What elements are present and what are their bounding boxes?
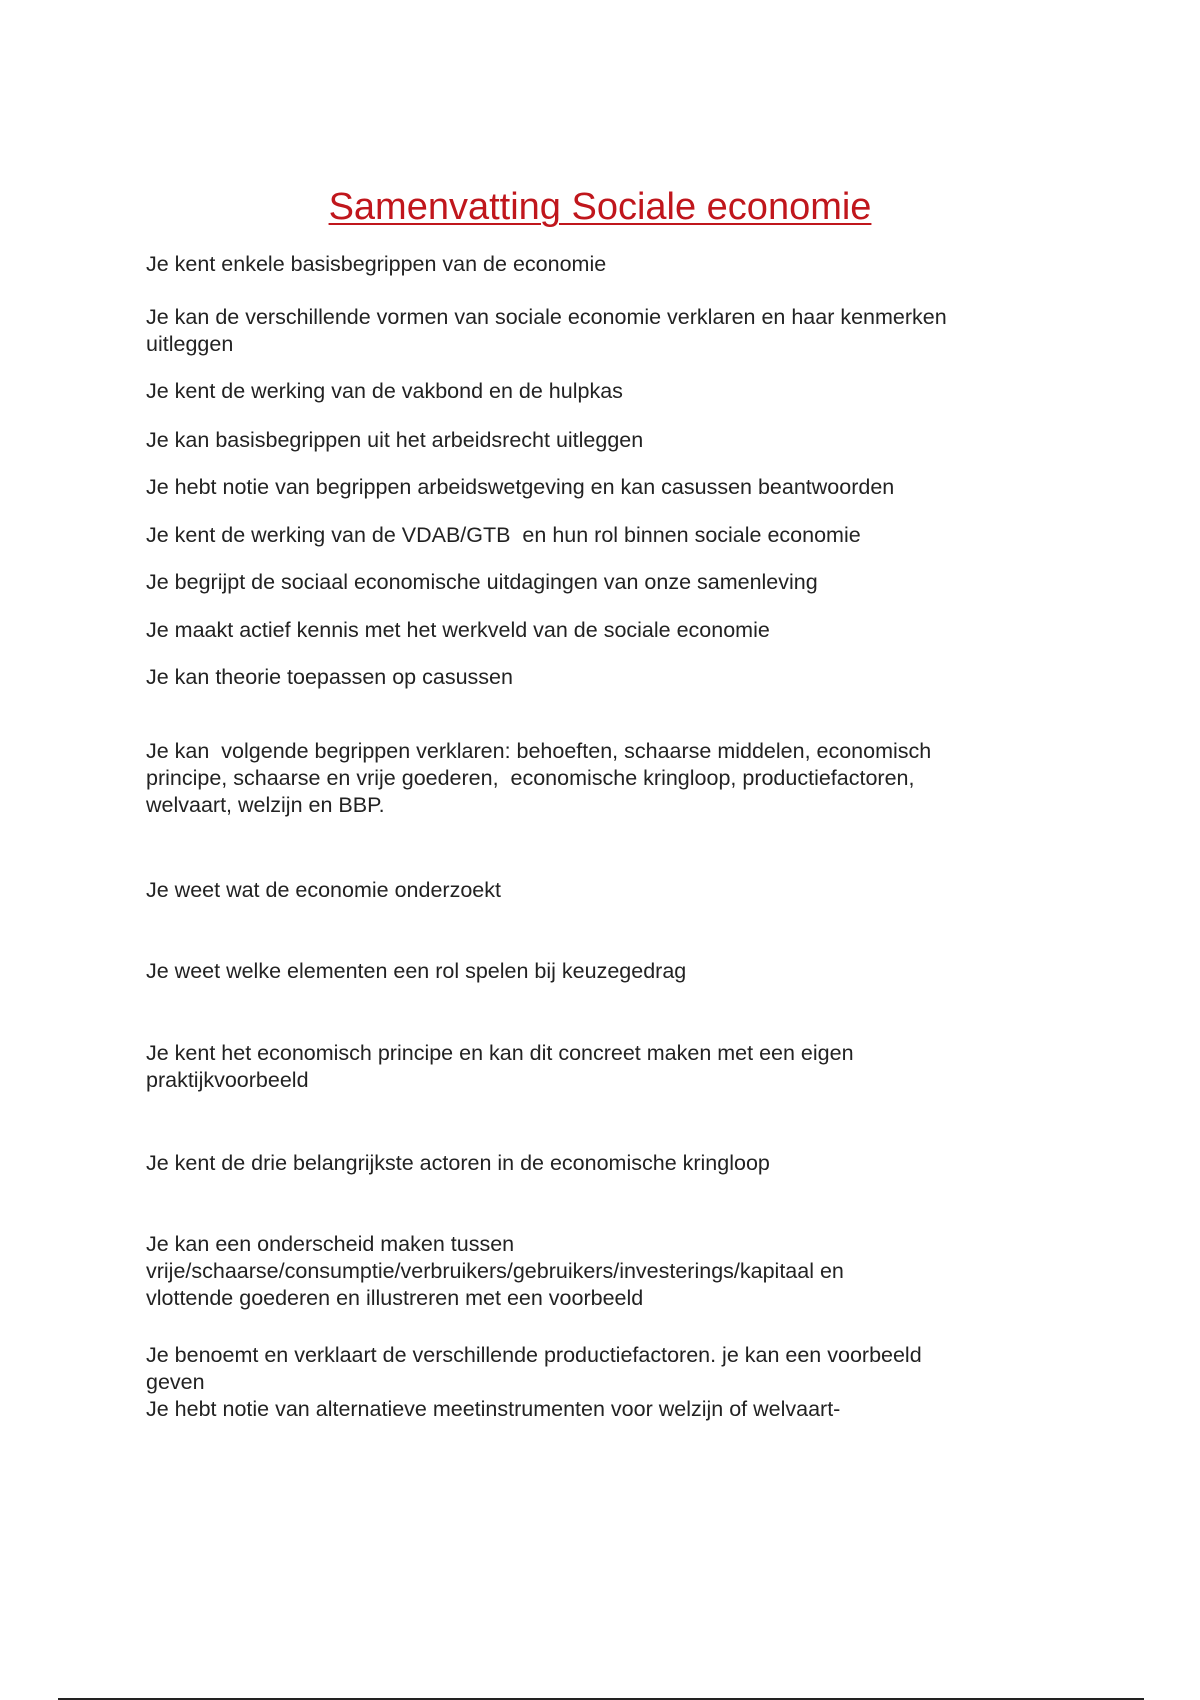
list-item: Je kan theorie toepassen op casussen xyxy=(146,665,513,689)
list-item: Je kent de werking van de vakbond en de hulpkas xyxy=(146,379,623,403)
list-item: Je kent de werking van de VDAB/GTB en hun rol binnen sociale economie xyxy=(146,523,861,547)
list-item: Je hebt notie van begrippen arbeidswetgeving en kan casussen beantwoorden xyxy=(146,475,895,499)
list-item: Je kan een onderscheid maken tussen vrije/schaarse/consumptie/verbruikers/gebruikers/investerings/kapitaal en vlottende goederen en illustreren met een voorbeeld xyxy=(146,1232,844,1310)
list-item: Je kent enkele basisbegrippen van de economie xyxy=(146,252,607,276)
list-item: Je kent het economisch principe en kan dit concreet maken met een eigen praktijkvoorbeeld xyxy=(146,1041,854,1092)
list-item: Je benoemt en verklaart de verschillende productiefactoren. je kan een voorbeeld geven Je hebt notie van alternatieve meetinstrumenten voor welzijn of welvaart- xyxy=(146,1343,922,1421)
list-item: Je maakt actief kennis met het werkveld van de sociale economie xyxy=(146,618,770,642)
page-title: Samenvatting Sociale economie xyxy=(328,186,872,228)
list-item: Je kan volgende begrippen verklaren: behoeften, schaarse middelen, economisch principe, schaarse en vrije goederen, economische kringloop, productiefactoren, welvaart, welzijn en BBP. xyxy=(146,739,932,817)
list-item: Je begrijpt de sociaal economische uitdagingen van onze samenleving xyxy=(146,570,818,594)
list-item: Je weet wat de economie onderzoekt xyxy=(146,878,501,902)
list-item: Je weet welke elementen een rol spelen bij keuzegedrag xyxy=(146,959,687,983)
list-item: Je kent de drie belangrijkste actoren in de economische kringloop xyxy=(146,1151,770,1175)
list-item: Je kan basisbegrippen uit het arbeidsrecht uitleggen xyxy=(146,428,644,452)
list-item: Je kan de verschillende vormen van sociale economie verklaren en haar kenmerken uitleggen xyxy=(146,305,947,356)
